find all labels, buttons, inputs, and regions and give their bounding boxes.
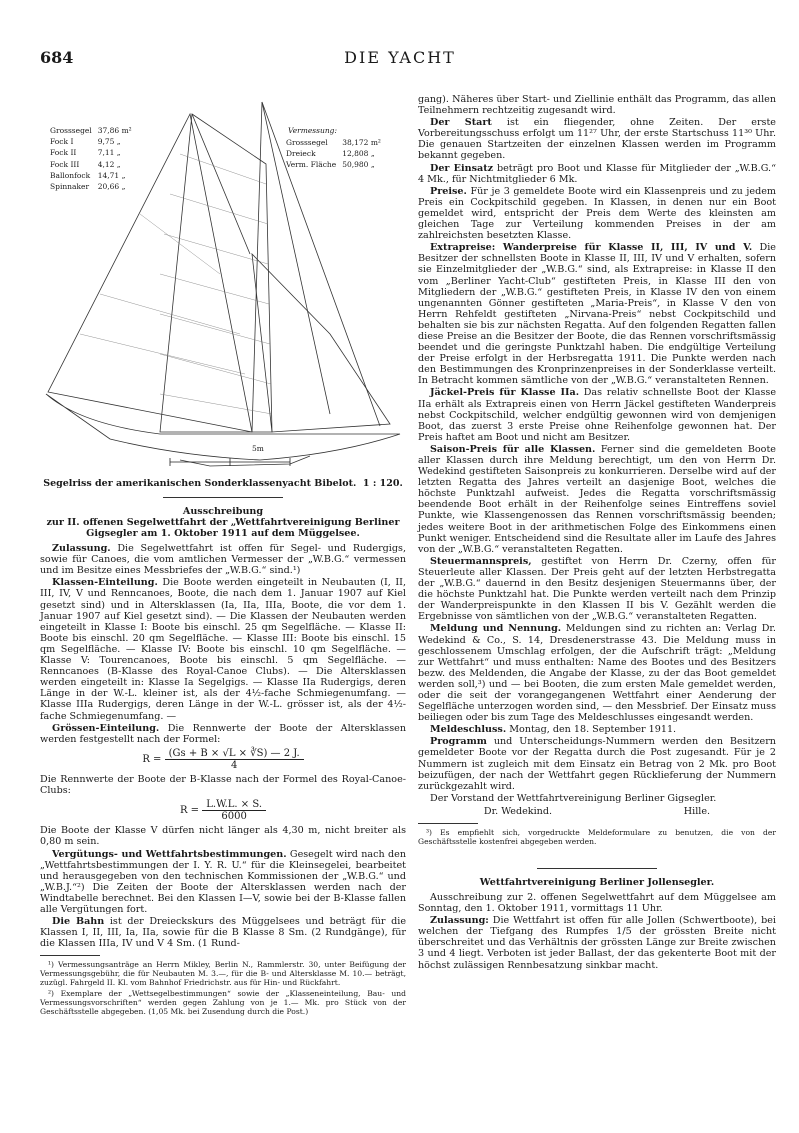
- paragraph-steuermann: Steuermannspreis, gestiftet von Herrn Dr. Czerny, offen für Steuerleute aller Klassen. Der Preis geht auf der letzten Herbstregatta der „W.B.G.“ dauernd in den Besitz desjenigen Steuermanns über, der die höchste Punktzahl hat. Die Punkte werden verteilt nach dem Prinzip der Wanderpreispunkte in den Klassen II bis V. Gezählt werden die Ergebnisse von sämtlichen von der „W.B.G.“ veranstalteten Regatten.: [418, 555, 776, 623]
- figure-caption: Segelriss der amerikanischen Sonderklassenyacht Bibelot. 1 : 120.: [43, 478, 403, 489]
- measure-title: Vermessung:: [288, 126, 337, 135]
- paragraph-start: Der Start ist ein fliegender, ohne Zeiten. Der erste Vorbereitungsschuss erfolgt um 11²⁷ Uhr, der erste Startschuss 11³⁰ Uhr. Die genauen Startzeiten der einzelnen Klassen werden im Programm bekannt gegeben.: [418, 117, 776, 162]
- paragraph-klassen: Klassen-Einteilung. Die Boote werden eingeteilt in Neubauten (I, II, III, IV, V und Renncanoes, Boote, die nach dem 1. Januar 1907 auf Kiel gesetzt sind) und in Altersklassen (Ia, IIa, IIIa, Boote, die vor dem 1. Januar 1907 auf Kiel gesetzt sind). — Die Klassen der Neubauten werden eingeteilt in Klasse I: Boote bis einschl. 25 qm Segelfläche. — Klasse II: Boote bis einschl. 20 qm Segelfläche. — Klasse III: Boote bis einschl. 15 qm Segelfläche. — Klasse IV: Boote bis einschl. 10 qm Segelfläche. — Klasse V: Tourencanoes, Boote bis einschl. 5 qm Segelfläche. — Renncanoes (B-Klasse des Royal-Canoe Clubs). — Die Altersklassen werden eingeteilt in: Klasse Ia Segelgigs. — Klasse IIa Rudergigs, deren Länge in der W.-L. kleiner ist, als der 4½-fache Schmiegenumfang. — Klasse IIIa Rudergigs, deren Länge in der W.-L. grösser ist, als der 4½-fache Schmiegenumfang. —: [40, 577, 406, 722]
- measure-name: Dreieck: [286, 149, 316, 159]
- sail-row: [50, 148, 136, 157]
- paragraph-einsatz: Der Einsatz beträgt pro Boot und Klasse für Mitglieder der „W.B.G.“ 4 Mk., für Nichtmitglieder 6 Mk.: [418, 162, 777, 185]
- paragraph-zulassung: Zulassung. Die Segelwettfahrt ist offen für Segel- und Rudergigs, sowie für Canoes, die vom amtlichen Vermesser der „W.B.G.“ vermessen und im Besitze eines Messbriefes der „W.B.G.“ sind.¹): [40, 543, 406, 577]
- sail-row: [50, 126, 136, 135]
- sail-value: 37,86 m²: [97, 126, 132, 135]
- sail-area-table: [48, 124, 138, 193]
- paragraph-klasse-v: Die Boote der Klasse V dürfen nicht länger als 4,30 m, nicht breiter als 0,80 m sein.: [40, 825, 406, 848]
- sail-row: [50, 160, 136, 169]
- signatures: [418, 806, 776, 817]
- jollen-title: Wettfahrtvereinigung Berliner Jollensegler.: [479, 877, 715, 888]
- sail-row: [50, 182, 136, 191]
- sail-value: 4,12 „: [97, 159, 121, 169]
- sail-row: [50, 171, 136, 180]
- formula-b-klasse: R = $\frac{L.W.L. \times S.}{6000}$: [40, 799, 406, 822]
- footnote-1: ¹) Vermessungsanträge an Herrn Mikley, Berlin N., Rammlerstr. 30, unter Beifügung der Vermessungsgebühr, die für Neubauten M. 3.—, für die B- und Altersklasse M. 10.— beträgt, zuzügl. Fahrgeld II. Kl. vom Bahnhof Friedrichstr. aus für Hin- und Rückfahrt.: [40, 960, 406, 988]
- paragraph-preise: Preise. Für je 3 gemeldete Boote wird ein Klassenpreis und zu jedem Preis ein Cockpitschild gegeben. In Klassen, in denen nur ein Boot gemeldet wird, entspricht der Preis dem Werte des kleinsten am gleichen Tage zur Verteilung kommenden Preises in der am zahlreichsten besetzten Klasse.: [418, 185, 776, 242]
- footnote-divider: [418, 823, 478, 824]
- measure-row: [286, 138, 385, 147]
- paragraph-saison: Saison-Preis für alle Klassen. Ferner sind die gemeldeten Boote aller Klassen durch ihre Meldung berechtigt, um den von Herrn Dr. Wedekind gestifteten Saisonpreis zu konkurrieren. Derselbe wird auf der letzten Regatta des Jahres verteilt an dasjenige Boot, welches die höchste Punktzahl aufweist. Jedes die Regatta vorschriftsmässig beendende Boot erhält in der Reihenfolge seines Eintreffens soviel Punkte, wie Klassengenossen das Rennen vorschriftsmässig beenden; jedes weitere Boot in der arithmetischen Folge des Einkommens einen Punkt weniger. Entscheidend sind die Resultate aller im Laufe des Jahres von der „W.B.G.“ veranstalteten Regatten.: [418, 443, 776, 555]
- measure-name: Grosssegel: [286, 138, 328, 147]
- measure-value: 38,172 m²: [342, 138, 381, 147]
- paragraph-vorstand: Der Vorstand der Wettfahrtvereinigung Berliner Gigsegler.: [430, 792, 717, 804]
- paragraph-bahn: Die Bahn ist der Dreieckskurs des Müggelsees und beträgt für die Klassen I, II, III, Ia, IIa, sowie für die B Klasse 8 Sm. (2 Rundgänge), für die Klassen IIIa, IV und V 4 Sm. (1 Rund-: [40, 916, 406, 950]
- sail-name: Fock II: [50, 148, 77, 158]
- paragraph-meldung: Meldung und Nennung. Meldungen sind zu richten an: Verlag Dr. Wedekind & Co., S. 14, Dresdenerstrasse 43. Die Meldung muss in geschlossenem Umschlag erfolgen, der die Aufschrift trägt: „Meldung zur Wettfahrt“ und muss enthalten: Name des Bootes und des Besitzers bezw. des Meldenden, die Angabe der Klasse, zu der das Boot gemeldet werden soll,³) und — bei Booten, die zum ersten Male gemeldet werden, oder die seit der vorangegangenen Wettfahrt einer Aenderung der Segelfläche unterzogen worden sind, — den Messbrief. Der Einsatz muss beiliegen oder bis zum Tage des Meldeschlusses eingesandt werden.: [418, 623, 776, 724]
- measure-value: 50,980 „: [342, 160, 375, 170]
- footnote-divider: [40, 955, 100, 956]
- sail-value: 9,75 „: [97, 137, 121, 147]
- sail-value: 7,11 „: [97, 148, 121, 158]
- paragraph-meldeschluss: Meldeschluss. Montag, den 18. September 1911.: [430, 724, 677, 736]
- paragraph-groessen: Grössen-Einteilung. Die Rennwerte der Boote der Altersklassen werden festgestellt nach der Formel:: [40, 722, 406, 745]
- running-title: DIE YACHT: [344, 48, 456, 67]
- sail-plan-figure: [40, 94, 406, 474]
- measure-table: [284, 136, 387, 172]
- signature-hille: Hille.: [683, 805, 711, 817]
- measure-row: [286, 149, 385, 158]
- sail-row: [50, 137, 136, 146]
- signature-wedekind: Dr. Wedekind.: [483, 805, 553, 817]
- measure-name: Verm. Fläche: [286, 160, 337, 170]
- sail-name: Ballonfock: [50, 170, 91, 180]
- paragraph-programm: Programm und Unterscheidungs-Nummern werden den Besitzern gemeldeter Boote vor der Regatta durch die Post zugesandt. Für je 2 Nummern ist zugleich mit dem Einsatz ein Betrag von 2 Mk. pro Boot beizufügen, der nach der Wettfahrt gegen Rücklieferung der Nummern zurückgezahlt wird.: [418, 736, 776, 792]
- paragraph-jollen-zulassung: Zulassung: Die Wettfahrt ist offen für alle Jollen (Schwertboote), bei welchen der Tiefgang des Rumpfes 1/5 der grössten Breite nicht überschreitet und das Verhältnis der grössten Länge zur Breite zwischen 3 und 4 liegt. Verboten ist jeder Ballast, der das gekenterte Boot mit der höchst zulässigen Rennbesatzung sinkbar macht.: [418, 915, 776, 971]
- sail-value: 20,66 „: [97, 182, 126, 192]
- sail-name: Fock I: [50, 137, 74, 147]
- paragraph-verguetung: Vergütungs- und Wettfahrtsbestimmungen. Gesegelt wird nach den „Wettfahrtsbestimmungen der I. Y. R. U.“ für die Kleinsegelei, bearbeitet und herausgegeben von den technischen Kommissionen der „W.B.G.“ und „W.B.J.“²) Die Zeiten der Boote der Altersklassen werden nach der Windtabelle berechnet. Bei den Klassen I—V, sowie bei der B-Klasse fallen alle Vergütungen fort.: [40, 848, 406, 915]
- divider: [163, 497, 283, 498]
- formula-altersklassen: R = $\frac{(Gs + B \times √L \times ∛S) — 2 J.}{4}$: [40, 748, 406, 771]
- divider: [537, 868, 657, 869]
- measure-value: 12,808 „: [342, 149, 375, 159]
- announcement-title: Ausschreibung zur II. offenen Segelwettfahrt der „Wettfahrtvereinigung Berliner Gigsegler am 1. Oktober 1911 auf dem Müggelsee.: [46, 506, 400, 540]
- footnote-3: ³) Es empfiehlt sich, vorgedruckte Meldeformulare zu benutzen, die von der Geschäftsstelle kostenfrei abgegeben werden.: [418, 828, 776, 846]
- left-column: [40, 94, 406, 1018]
- paragraph-continuation: gang). Näheres über Start- und Ziellinie enthält das Programm, das allen Teilnehmern rechtzeitig zugesandt wird.: [418, 94, 776, 117]
- sail-value: 14,71 „: [97, 170, 126, 180]
- sail-name: Spinnaker: [50, 182, 90, 192]
- paragraph-rennwerte: Die Rennwerte der Boote der B-Klasse nach der Formel des Royal-Canoe-Clubs:: [40, 773, 406, 797]
- page-number: 684: [40, 48, 74, 67]
- footnote-2: ²) Exemplare der „Wettsegelbestimmungen“ sowie der „Klasseneinteilung, Bau- und Vermessungsvorschriften“ werden gegen Zahlung von je 1.— Mk. pro Stück von der Geschäftsstelle abgegeben. (1,05 Mk. bei Zusendung durch die Post.): [40, 989, 406, 1017]
- paragraph-extrapreise: Extrapreise: Wanderpreise für Klasse II, III, IV und V. Die Besitzer der schnellsten Boote in Klasse II, III, IV und V erhalten, sofern sie Einzelmitglieder der „W.B.G.“ sind, als Extrapreise: in Klasse II den vom „Berliner Yacht-Club“ gestifteten Preis, in Klasse III den von Mitgliedern der „W.B.G.“ gestifteten Preis, in Klasse IV den von einem ungenannten Gönner gestifteten „Maria-Preis“, in Klasse V den von Herrn Rehfeldt gestifteten „Nirvana-Preis“ nebst Cockpitschild und behalten sie bis zur nächsten Regatta. Auf den folgenden Regatten fallen diese Preise an die Besitzer der Boote, die das Rennen vorschriftsmässig beendet und die geringste Punktzahl haben. Die endgültige Verteilung der Preise erfolgt in der Herbsregatta 1911. Die Punkte werden nach den Bestimmungen des Kronprinzenpreises in der Sonderklasse verteilt. In Betracht kommen sämtliche von der „W.B.G.“ veranstalteten Rennen.: [418, 242, 776, 387]
- measure-row: [286, 160, 385, 169]
- paragraph-jaeckel: Jäckel-Preis für Klasse IIa. Das relativ schnellste Boot der Klasse IIa erhält als Extrapreis einen von Herrn Jäckel gestifteten Wanderpreis nebst Cockpitschild, welcher endgültig gewonnen wird von demjenigen Boot, das zuerst 3 erste Preise ohne Reihenfolge gewonnen hat. Der Preis haftet am Boot und nicht am Besitzer.: [418, 387, 776, 443]
- paragraph-jollen: Ausschreibung zur 2. offenen Segelwettfahrt auf dem Müggelsee am Sonntag, den 1. Oktober 1911, vormittags 11 Uhr.: [418, 892, 776, 915]
- scale-label: 5m: [252, 444, 264, 453]
- sail-name: Grosssegel: [50, 126, 92, 135]
- sail-name: Fock III: [50, 159, 80, 169]
- right-column: [418, 94, 776, 972]
